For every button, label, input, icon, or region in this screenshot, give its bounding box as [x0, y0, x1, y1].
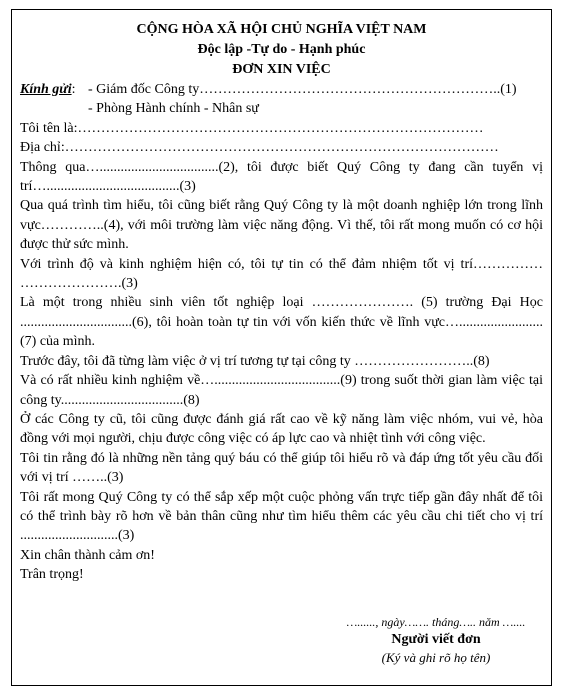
paragraph-evaluation: Ở các Công ty cũ, tôi cũng được đánh giá rất cao về kỹ năng làm việc nhóm, vui vẻ, hòa đồng với mọi người, chịu được công việc có áp lực cao và nhiệt tình với công việc.	[20, 411, 543, 447]
paragraph-previous-job: Trước đây, tôi đã từng làm việc ở vị trí tương tự tại công ty ……………………..(8)	[20, 353, 490, 369]
paragraph-interview-request: Tôi rất mong Quý Công ty có thể sắp xếp một cuộc phỏng vấn trực tiếp gần đây nhất để tôi có thể trình bày rõ hơn về bản thân cũng như tìm hiểu thêm các yêu cầu chi tiết cho vị trí ............................(3)	[20, 489, 543, 544]
signer-title: Người viết đơn	[391, 632, 481, 647]
motto: Độc lập -Tự do - Hạnh phúc	[197, 42, 366, 57]
signature-block	[341, 613, 531, 667]
paragraph-source: Thông qua…..................................(2), tôi được biết Quý Công ty đang cần tuyển vị trí…......................................(3)	[20, 159, 543, 195]
document-title: ĐƠN XIN VIỆC	[232, 62, 331, 77]
recipient-director: - Giám đốc Công ty………………………………………………………..(1)	[88, 82, 517, 97]
paragraph-address: Địa chỉ:…………………………………………………………………………………	[20, 140, 499, 156]
paragraph-foundation: Tôi tin rằng đó là những nền tảng quý báu có thể giúp tôi hiểu rõ và đáp ứng tốt yêu cầu đối với vị trí ……..(3)	[20, 450, 543, 486]
recipients-lines	[88, 80, 543, 119]
national-title: CỘNG HÒA XÃ HỘI CHỦ NGHĨA VIỆT NAM	[136, 22, 427, 37]
recipient-hr: - Phòng Hành chính - Nhân sự	[88, 101, 259, 117]
paragraph-experience: Và có rất nhiều kinh nghiệm về…....................................(9) trong suốt thời gian làm việc tại công ty...................................(8)	[20, 373, 543, 408]
paragraph-regards: Trân trọng!	[20, 567, 84, 583]
recipients-label	[20, 80, 88, 119]
recipients-block	[20, 80, 543, 119]
paragraph-thanks: Xin chân thành cảm ơn!	[20, 547, 155, 563]
signature-note: (Ký và ghi rõ họ tên)	[381, 650, 491, 665]
paragraph-name: Tôi tên là:……………………………………………………………………………	[20, 120, 484, 136]
paragraph-research: Qua quá trình tìm hiểu, tôi cũng biết rằng Quý Công ty là một doanh nghiệp lớn trong lĩnh vực…………..(4), với môi trường làm việc năng động. Vì thế, tôi rất mong muốn có cơ hội được thử sức mình.	[20, 198, 543, 253]
paragraph-education: Là một trong nhiều sinh viên tốt nghiệp loại …………………. (5) trường Đại Học ................................(6), tôi hoàn toàn tự tin với vốn kiến thức về lĩnh vực…........................ (7) của mình.	[20, 295, 543, 350]
document-body	[20, 20, 543, 585]
document-frame	[11, 9, 552, 686]
date-line: …......, ngày……. tháng….. năm …....	[346, 615, 526, 629]
paragraph-confidence: Với trình độ và kinh nghiệm hiện có, tôi tự tin có thể đảm nhiệm tốt vị trí…………… ………………….(3)	[20, 256, 543, 292]
recipients-label-colon: :	[71, 82, 76, 97]
recipients-label-text: Kính gửi	[20, 82, 72, 97]
